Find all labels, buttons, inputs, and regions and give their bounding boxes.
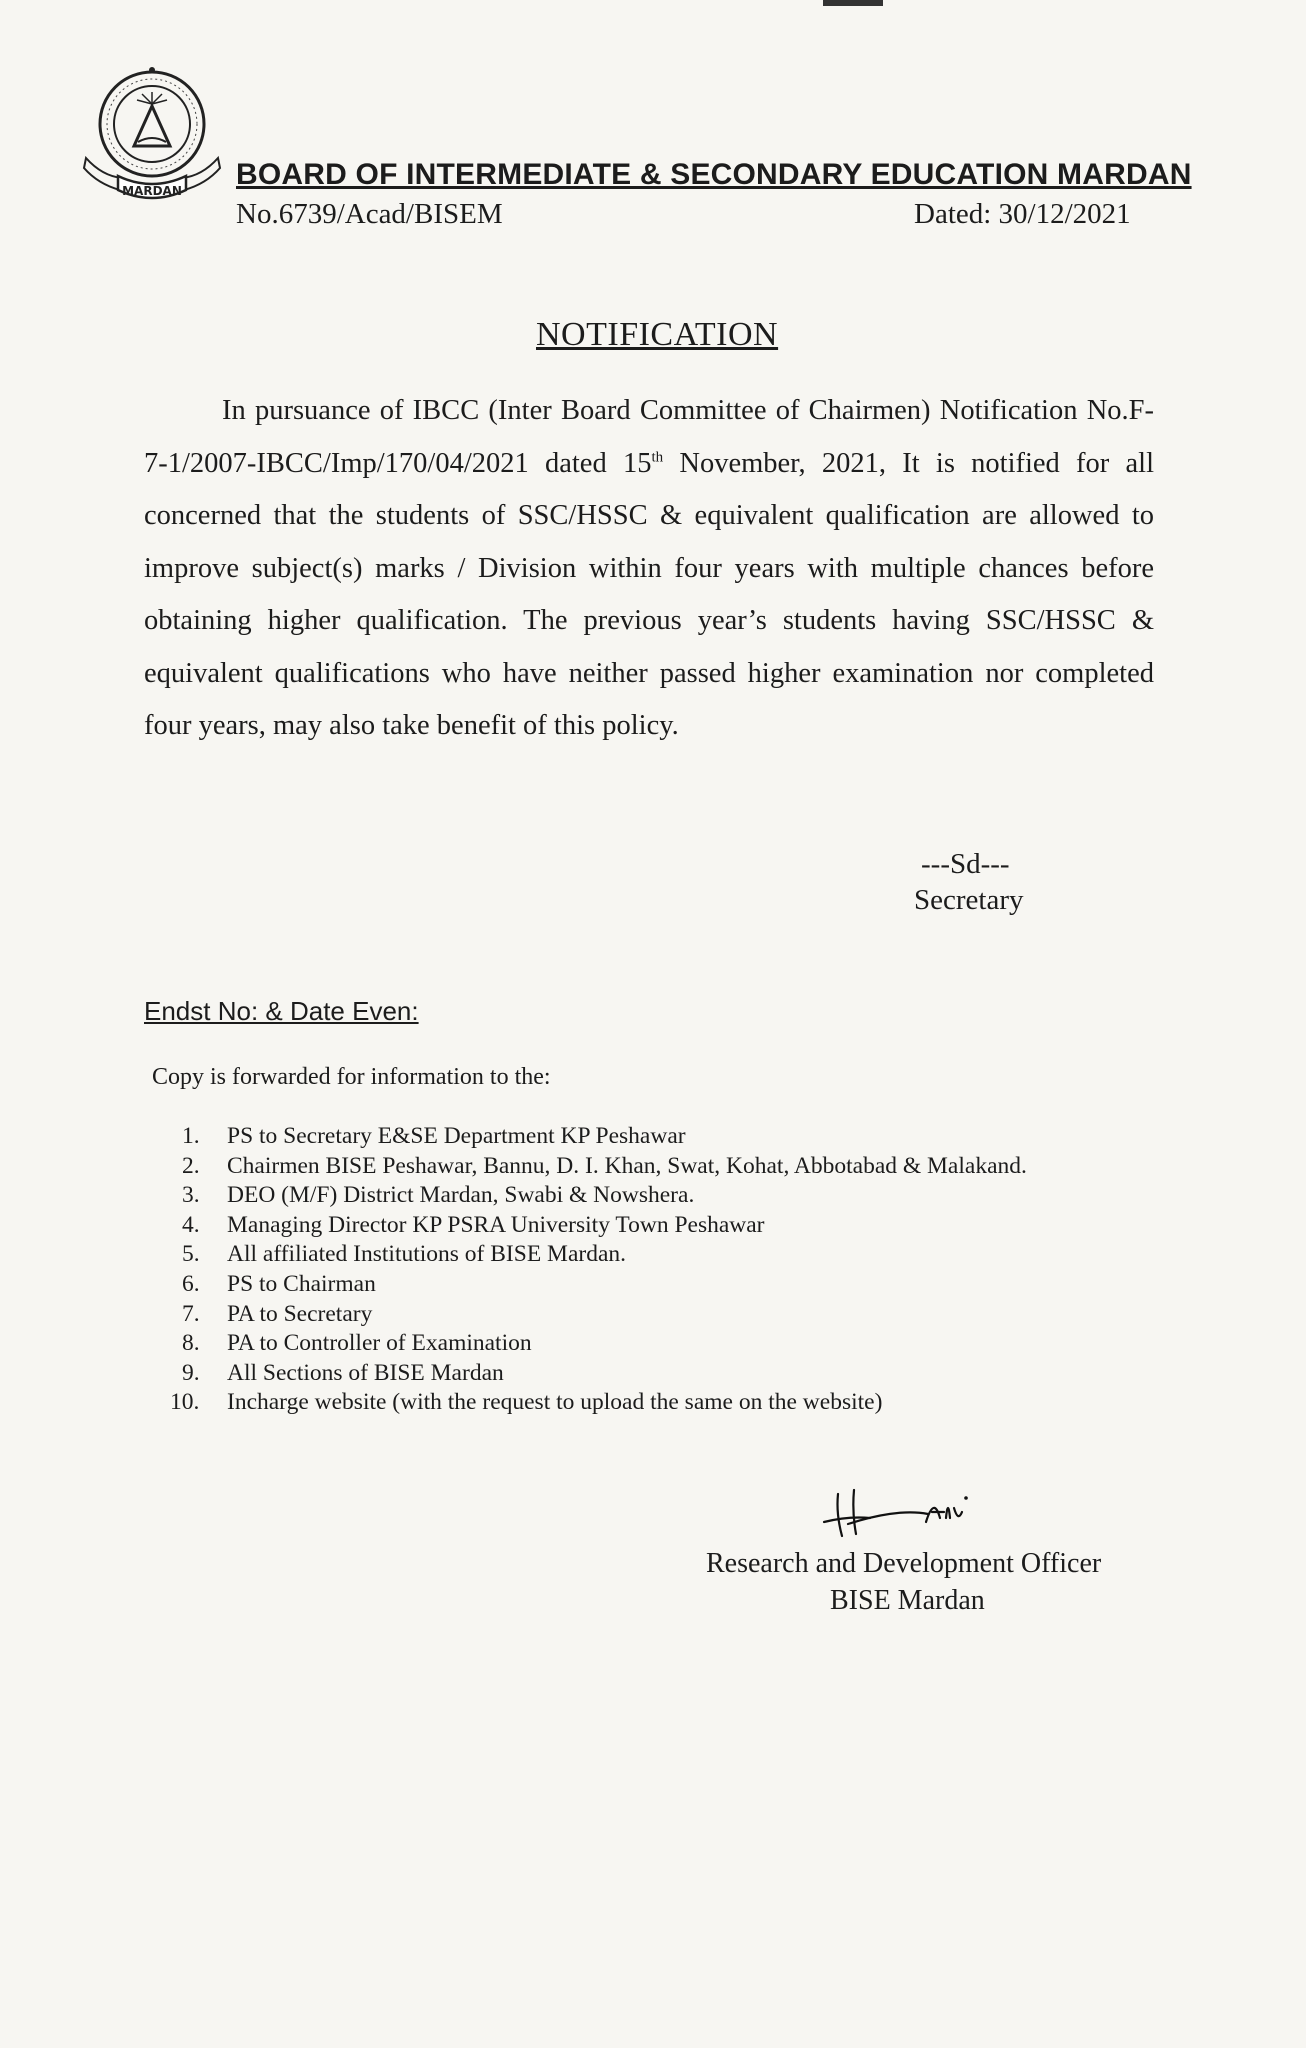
- list-item: 5. All affiliated Institutions of BISE Mardan.: [182, 1241, 627, 1268]
- secretary-designation: Secretary: [914, 884, 1024, 916]
- list-item: 7. PA to Secretary: [182, 1300, 373, 1327]
- officer-organization: BISE Mardan: [830, 1585, 985, 1616]
- officer-title: Research and Development Officer: [706, 1548, 1102, 1579]
- scan-mark: [823, 0, 883, 6]
- endorsement-heading: Endst No: & Date Even:: [144, 996, 419, 1026]
- list-item: 3. DEO (M/F) District Mardan, Swabi & Nowshera.: [182, 1182, 695, 1209]
- notification-title: NOTIFICATION: [536, 316, 779, 353]
- list-item: 6. PS to Chairman: [182, 1270, 376, 1297]
- distribution-list: [170, 1122, 1027, 1418]
- body-text-part2: November, 2021, It is notified for all concerned that the students of SSC/HSSC & equivalent qualification are allowed to improve subject(s) marks / Division within four years with multiple chances before obtaining higher qualification. The previous year’s students having SSC/HSSC & equivalent qualifications who have neither passed higher examination nor completed four years, may also take benefit of this policy.: [144, 447, 1154, 741]
- list-item: 4. Managing Director KP PSRA University Town Peshawar: [182, 1211, 765, 1238]
- list-item: 2. Chairmen BISE Peshawar, Bannu, D. I. Khan, Swat, Kohat, Abbotabad & Malakand.: [182, 1152, 1027, 1179]
- notification-body: [144, 385, 1154, 753]
- list-item: 1. PS to Secretary E&SE Department KP Peshawar: [182, 1123, 686, 1149]
- body-superscript: th: [651, 449, 664, 465]
- list-item: 9. All Sections of BISE Mardan: [182, 1359, 504, 1386]
- list-item: 8. PA to Controller of Examination: [182, 1330, 532, 1357]
- signed-marker: ---Sd---: [921, 848, 1010, 880]
- svg-text:MARDAN: MARDAN: [122, 184, 182, 198]
- reference-number: No.6739/Acad/BISEM: [236, 198, 503, 230]
- document-date: Dated: 30/12/2021: [914, 198, 1131, 230]
- body-text-part1: In pursuance of IBCC (Inter Board Committee of Chairmen) Notification No.F-7-1/2007-IBCC/Imp/170/04/2021 dated 15: [144, 395, 1154, 479]
- board-name: BOARD OF INTERMEDIATE & SECONDARY EDUCATION MARDAN: [236, 158, 1192, 191]
- handwritten-signature: [808, 1478, 1008, 1548]
- board-seal-logo: [82, 58, 222, 208]
- copy-forwarded-line: Copy is forwarded for information to the:: [152, 1064, 551, 1090]
- list-item: 10. Incharge website (with the request to upload the same on the website): [170, 1389, 883, 1416]
